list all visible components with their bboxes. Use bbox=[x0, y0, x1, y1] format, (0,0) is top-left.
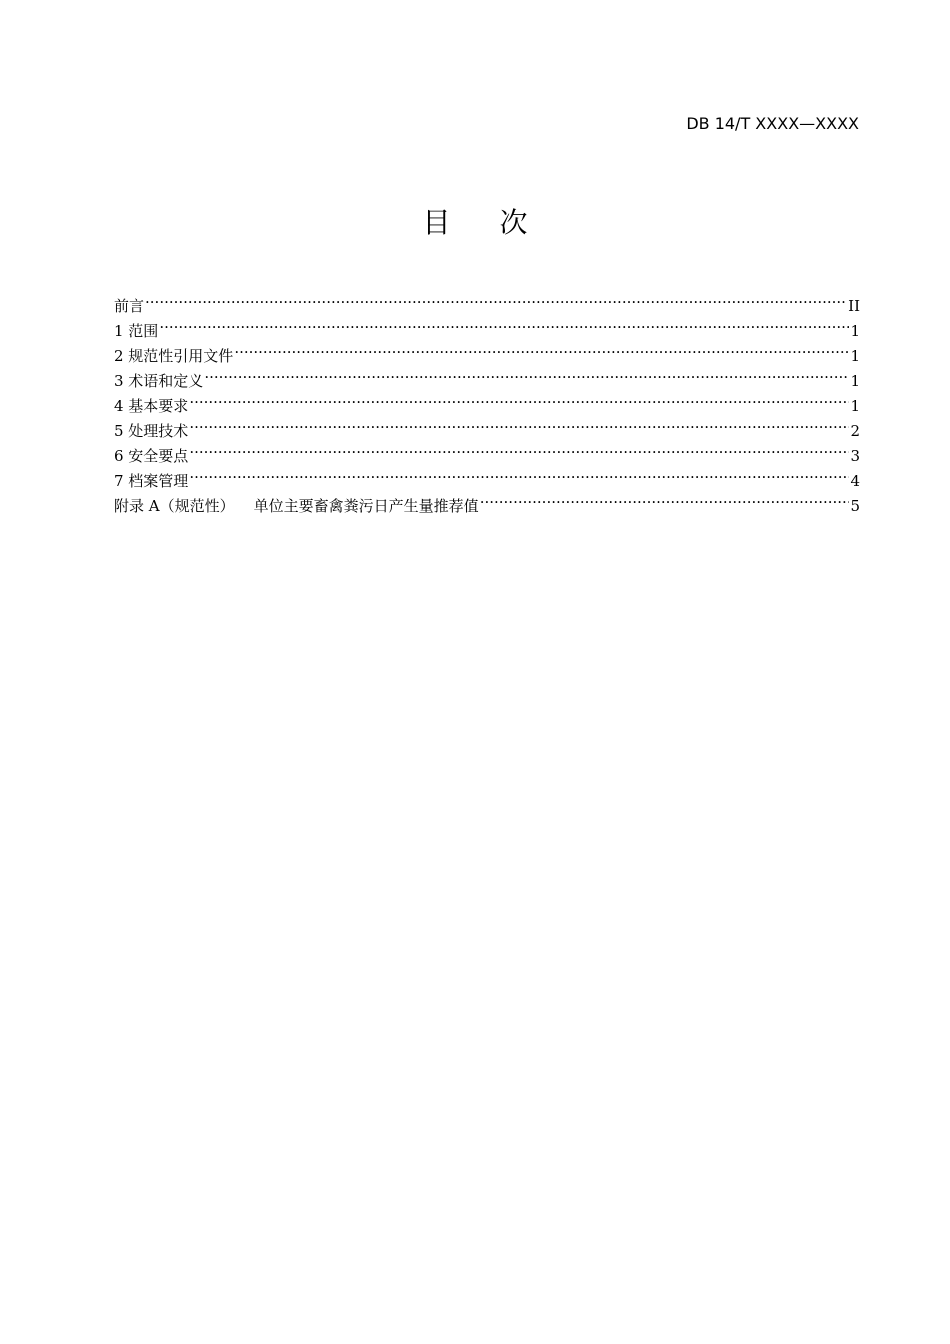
dot-leader bbox=[234, 336, 849, 361]
toc-entry-normative-references[interactable] bbox=[114, 336, 860, 365]
document-code: DB 14/T XXXX—XXXX bbox=[686, 114, 859, 133]
toc-entry-label: 附录 A（规范性） 单位主要畜禽粪污日产生量推荐值 bbox=[114, 497, 479, 515]
dot-leader bbox=[189, 386, 849, 411]
toc-entry-label: 4 基本要求 bbox=[114, 397, 189, 415]
table-of-contents bbox=[114, 286, 860, 515]
toc-entry-label: 7 档案管理 bbox=[114, 472, 189, 490]
toc-entry-terms[interactable] bbox=[114, 361, 860, 390]
toc-entry-page: 1 bbox=[850, 322, 860, 340]
toc-entry-label: 前言 bbox=[114, 297, 145, 315]
toc-entry-page: 1 bbox=[850, 347, 860, 365]
toc-entry-page: 2 bbox=[850, 422, 860, 440]
toc-entry-page: 4 bbox=[850, 472, 860, 490]
toc-entry-page: 1 bbox=[850, 397, 860, 415]
toc-entry-processing-technology[interactable] bbox=[114, 411, 860, 440]
dot-leader bbox=[189, 436, 849, 461]
dot-leader bbox=[159, 311, 849, 336]
toc-entry-label: 1 范围 bbox=[114, 322, 159, 340]
toc-title: 目 次 bbox=[422, 206, 548, 239]
toc-entry-label: 6 安全要点 bbox=[114, 447, 189, 465]
toc-entry-page: II bbox=[848, 297, 860, 315]
toc-entry-foreword[interactable] bbox=[114, 286, 860, 315]
toc-entry-scope[interactable] bbox=[114, 311, 860, 340]
dot-leader bbox=[204, 361, 849, 386]
toc-entry-basic-requirements[interactable] bbox=[114, 386, 860, 415]
dot-leader bbox=[189, 411, 849, 436]
toc-entry-page: 5 bbox=[850, 497, 860, 515]
toc-entry-records-management[interactable] bbox=[114, 461, 860, 490]
toc-entry-safety-points[interactable] bbox=[114, 436, 860, 465]
toc-entry-appendix-a[interactable] bbox=[114, 486, 860, 515]
dot-leader bbox=[145, 286, 847, 311]
toc-entry-label: 2 规范性引用文件 bbox=[114, 347, 234, 365]
toc-entry-label: 3 术语和定义 bbox=[114, 372, 204, 390]
toc-entry-label: 5 处理技术 bbox=[114, 422, 189, 440]
dot-leader bbox=[480, 486, 850, 511]
toc-entry-page: 3 bbox=[850, 447, 860, 465]
dot-leader bbox=[189, 461, 849, 486]
toc-entry-page: 1 bbox=[850, 372, 860, 390]
